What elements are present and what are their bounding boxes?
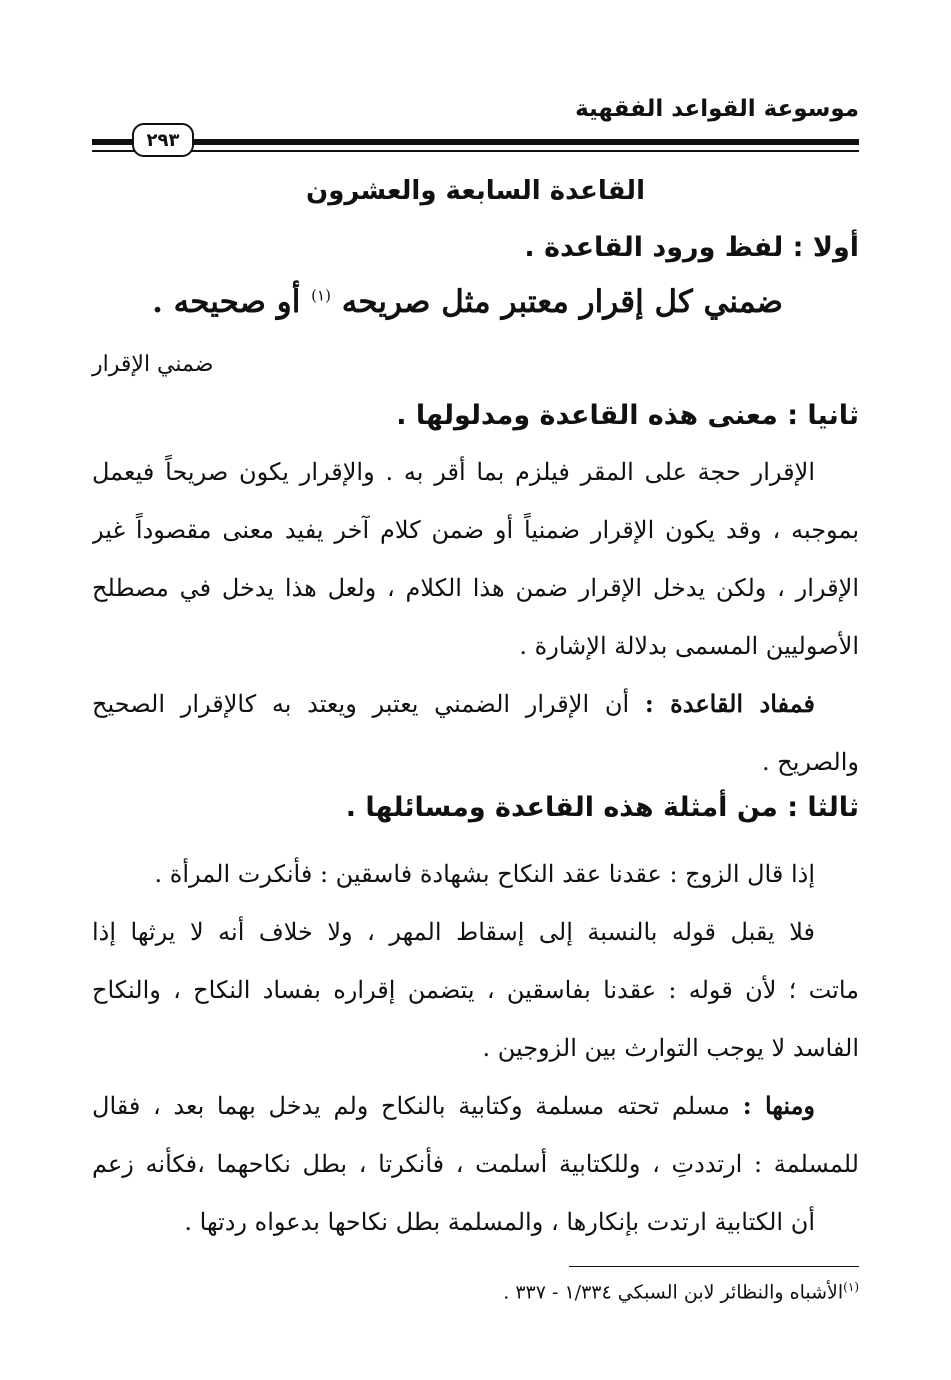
example-1-paragraph	[92, 845, 859, 1077]
example-2-text: مسلم تحته مسلمة وكتابية بالنكاح ولم يدخل بهما بعد ، فقال	[92, 1092, 731, 1120]
paragraph-line: الإقرار ، ولكن يدخل الإقرار ضمن هذا الكلام ، ولعل هذا يدخل في مصطلح	[92, 574, 859, 602]
example-2-lead: ومنها :	[742, 1091, 816, 1120]
paragraph-line	[92, 675, 859, 733]
summary-paragraph	[92, 675, 859, 791]
margin-note: ضمني الإقرار	[92, 352, 214, 377]
paragraph-line: بموجبه ، وقد يكون الإقرار ضمنياً أو ضمن كلام آخر يفيد معنى مقصوداً غير	[92, 516, 859, 544]
paragraph-line: الفاسد لا يوجب التوارث بين الزوجين .	[482, 1034, 859, 1062]
rule-text-end: أو صحيحه .	[152, 284, 301, 320]
footnote-separator	[569, 1266, 859, 1267]
header-rule-thin	[92, 150, 859, 152]
meaning-paragraph	[92, 443, 859, 675]
paragraph-line: والصريح .	[761, 748, 859, 776]
paragraph-line: الأصوليين المسمى بدلالة الإشارة .	[519, 632, 859, 660]
paragraph-line: إذا قال الزوج : عقدنا عقد النكاح بشهادة فاسقين : فأنكرت المرأة .	[154, 860, 815, 888]
summary-lead: فمفاد القاعدة :	[644, 689, 816, 718]
page-number: ٢٩٣	[132, 123, 194, 157]
summary-text: أن الإقرار الضمني يعتبر ويعتد به كالإقرار الصحيح	[92, 690, 630, 718]
section-heading-3: ثالثا : من أمثلة هذه القاعدة ومسائلها .	[345, 792, 859, 823]
footnote-reference: (١)	[311, 286, 331, 305]
paragraph-line: فلا يقبل قوله بالنسبة إلى إسقاط المهر ، ولا خلاف أنه لا يرثها إذا	[92, 918, 815, 946]
running-title: موسوعة القواعد الفقهية	[575, 96, 859, 122]
header-rule-thick	[92, 139, 859, 145]
paragraph-line: ماتت ؛ لأن قوله : عقدنا بفاسقين ، يتضمن إقراره بفساد النكاح ، والنكاح	[92, 976, 859, 1004]
footnote	[503, 1280, 859, 1303]
rule-statement	[152, 284, 783, 320]
paragraph-line: أن الكتابية ارتدت بإنكارها ، والمسلمة بطل نكاحها بدعواه ردتها .	[184, 1208, 815, 1236]
footnote-text: الأشباه والنظائر لابن السبكي ١/٣٣٤ - ٣٣٧ .	[503, 1281, 844, 1304]
paragraph-line: للمسلمة : ارتددتِ ، وللكتابية أسلمت ، فأنكرتا ، بطل نكاحهما ،فكأنه زعم	[92, 1150, 859, 1178]
section-heading-2: ثانيا : معنى هذه القاعدة ومدلولها .	[396, 400, 859, 431]
footnote-mark: (١)	[843, 1280, 859, 1294]
example-2-paragraph	[92, 1077, 859, 1251]
section-heading-1: أولا : لفظ ورود القاعدة .	[524, 232, 859, 263]
rule-text: ضمني كل إقرار معتبر مثل صريحه	[341, 284, 783, 320]
paragraph-line	[92, 1077, 859, 1135]
paragraph-line: الإقرار حجة على المقر فيلزم بما أقر به . والإقرار يكون صريحاً فيعمل	[92, 458, 815, 486]
page-title: القاعدة السابعة والعشرون	[306, 176, 645, 206]
